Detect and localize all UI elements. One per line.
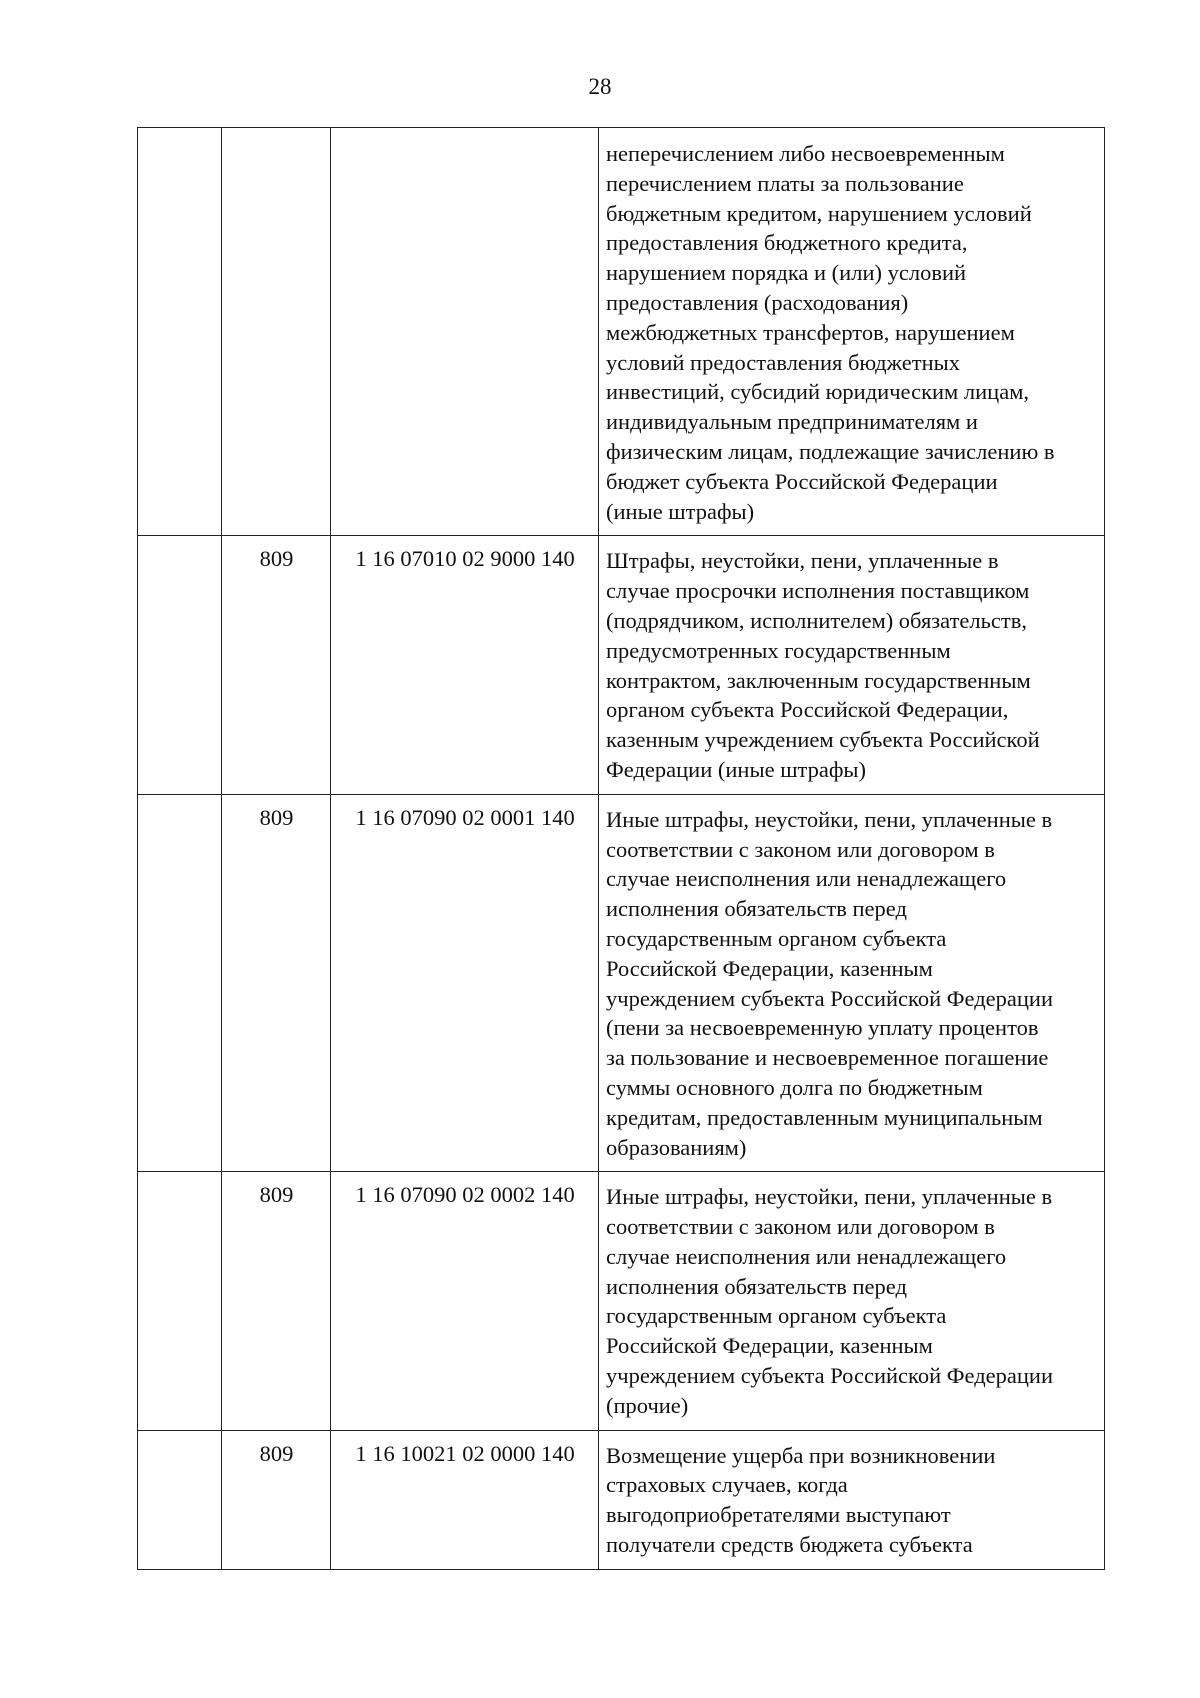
budget-revenue-table [137,127,1105,1570]
table-row [138,1430,1105,1569]
description-line: Российской Федерации, казенным [606,955,933,981]
revenue-description-cell [599,794,1105,1172]
description-line: перечислением платы за пользование [606,170,964,196]
description-line: казенным учреждением субъекта Российской [606,727,1040,753]
description-line: индивидуальным предпринимателям и [606,409,978,435]
admin-code-cell: 809 [222,794,331,1172]
table-body [138,128,1105,1570]
description-line: исполнения обязательств перед [606,896,907,922]
description-line: бюджетным кредитом, нарушением условий [606,200,1032,226]
admin-code-cell: 809 [222,1172,331,1430]
description-line: Возмещение ущерба при возникновении [606,1442,996,1468]
budget-classification-code-cell: 1 16 07090 02 0002 140 [331,1172,599,1430]
row-number-cell [138,794,222,1172]
revenue-description-cell [599,536,1105,794]
table-row [138,536,1105,794]
description-line: предоставления бюджетного кредита, [606,230,968,256]
description-line: соответствии с законом или договором в [606,836,995,862]
description-line: Федерации (иные штрафы) [606,756,867,782]
revenue-description-cell [599,1172,1105,1430]
description-line: Иные штрафы, неустойки, пени, уплаченные в [606,806,1053,832]
description-line: Штрафы, неустойки, пени, уплаченные в [606,548,999,574]
row-number-cell [138,536,222,794]
description-line: за пользование и несвоевременное погашение [606,1045,1049,1071]
admin-code-cell: 809 [222,536,331,794]
row-number-cell [138,1430,222,1569]
description-line: нарушением порядка и (или) условий [606,260,967,286]
description-line: случае неисполнения или ненадлежащего [606,866,1007,892]
admin-code-cell: 809 [222,1430,331,1569]
description-line: случае неисполнения или ненадлежащего [606,1243,1007,1269]
page-number: 28 [588,74,612,99]
description-line: Российской Федерации, казенным [606,1333,933,1359]
table-row [138,1172,1105,1430]
budget-classification-code-cell: 1 16 07010 02 9000 140 [331,536,599,794]
budget-classification-code-cell: 1 16 10021 02 0000 140 [331,1430,599,1569]
description-line: (прочие) [606,1392,689,1418]
description-line: образованиям) [606,1134,747,1160]
description-line: условий предоставления бюджетных [606,349,961,375]
revenue-description-cell [599,1430,1105,1569]
description-line: учреждением субъекта Российской Федерации [606,1363,1053,1389]
description-line: выгодоприобретателями выступают [606,1502,951,1528]
description-line: (подрядчиком, исполнителем) обязательств, [606,607,1027,633]
description-line: случае просрочки исполнения поставщиком [606,578,1030,604]
description-line: соответствии с законом или договором в [606,1214,995,1240]
description-line: государственным органом субъекта [606,1303,947,1329]
table-row [138,794,1105,1172]
row-number-cell [138,1172,222,1430]
budget-classification-code-cell: 1 16 07090 02 0001 140 [331,794,599,1172]
description-line: страховых случаев, когда [606,1472,848,1498]
description-line: (иные штрафы) [606,498,755,524]
description-line: исполнения обязательств перед [606,1273,907,1299]
description-line: суммы основного долга по бюджетным [606,1074,983,1100]
description-line: межбюджетных трансфертов, нарушением [606,319,1015,345]
revenue-description-cell [599,128,1105,536]
description-line: учреждением субъекта Российской Федерации [606,985,1053,1011]
description-line: физическим лицам, подлежащие зачислению в [606,438,1055,464]
description-line: органом субъекта Российской Федерации, [606,697,1009,723]
description-line: предусмотренных государственным [606,637,951,663]
description-line: кредитам, предоставленным муниципальным [606,1104,1043,1130]
budget-classification-code-cell [331,128,599,536]
description-line: Иные штрафы, неустойки, пени, уплаченные в [606,1184,1053,1210]
description-line: неперечислением либо несвоевременным [606,141,1005,166]
description-line: инвестиций, субсидий юридическим лицам, [606,379,1030,405]
description-line: предоставления (расходования) [606,289,909,315]
table-row [138,128,1105,536]
description-line: (пени за несвоевременную уплату процентов [606,1015,1039,1041]
description-line: бюджет субъекта Российской Федерации [606,468,998,494]
description-line: получатели средств бюджета субъекта [606,1532,973,1558]
description-line: государственным органом субъекта [606,925,947,951]
admin-code-cell [222,128,331,536]
row-number-cell [138,128,222,536]
description-line: контрактом, заключенным государственным [606,667,1031,693]
